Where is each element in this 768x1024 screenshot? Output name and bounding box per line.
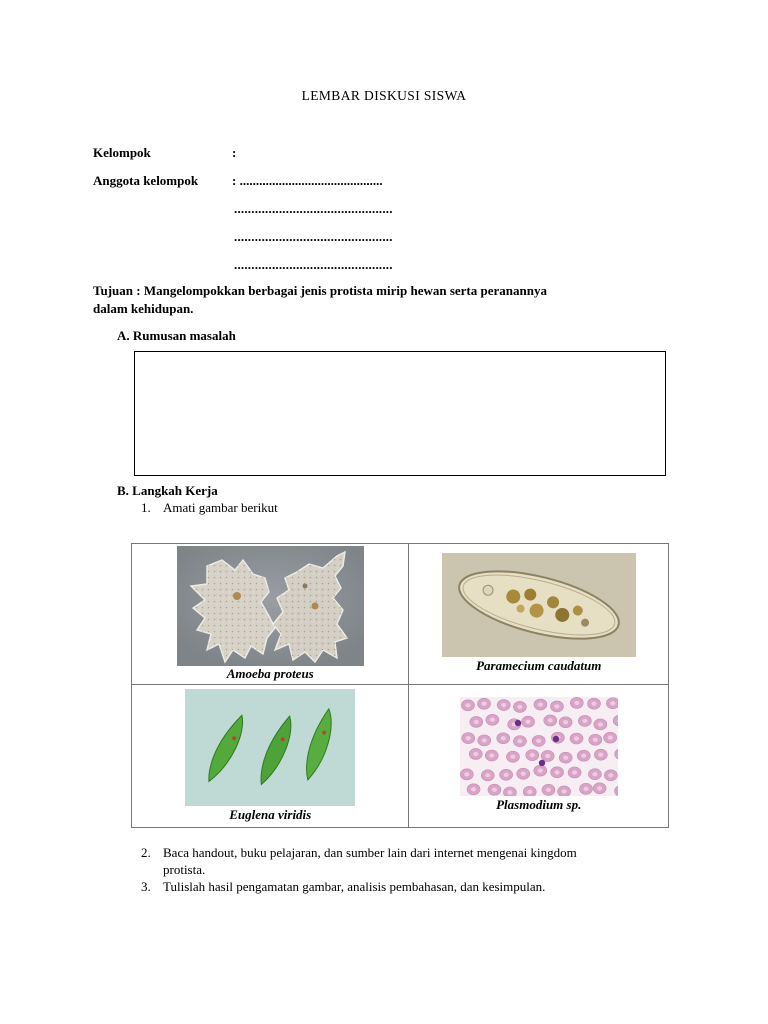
blood-cell-center [528, 790, 533, 794]
step-2-number: 2. [141, 845, 151, 860]
caption-paramecium: Paramecium caudatum [476, 658, 602, 673]
blood-cell-center [504, 773, 509, 777]
members-line-3: .............................................. [234, 229, 393, 244]
blood-cell-center [563, 720, 568, 724]
blood-cell-center [575, 701, 580, 705]
blood-cell-center [599, 752, 604, 756]
blood-cell-center [562, 789, 567, 793]
blood-cell-center [546, 754, 551, 758]
paramecium-image [442, 553, 636, 657]
blood-cell-center [502, 703, 507, 707]
goal-line-1: Tujuan : Mangelompokkan berbagai jenis protista mirip hewan serta peranannya [93, 283, 547, 298]
blood-cell-center [518, 705, 523, 709]
problem-formulation-box[interactable] [134, 351, 666, 476]
blood-cell-center [555, 704, 560, 708]
organism-image-table [131, 543, 669, 828]
blood-cell-center [583, 719, 588, 723]
section-a-heading: A. Rumusan masalah [117, 328, 236, 343]
blood-cell-center [611, 701, 616, 705]
group-label: Kelompok [93, 145, 151, 160]
blood-cell-center [555, 770, 560, 774]
blood-cell-center [518, 739, 523, 743]
members-label: Anggota kelompok [93, 173, 199, 188]
page-title: LEMBAR DISKUSI SISWA [301, 88, 467, 103]
blood-cell-center [608, 735, 613, 739]
blood-cell-center [564, 755, 569, 759]
euglena-image [185, 689, 355, 806]
blood-cell-center [508, 790, 513, 794]
goal-line-2: dalam kehidupan. [93, 301, 194, 316]
blood-cell-center [592, 701, 597, 705]
blood-cell-center [548, 718, 553, 722]
blood-cell-center [482, 702, 487, 706]
blood-cell-center [465, 772, 470, 776]
members-line-4: .............................................. [234, 257, 393, 272]
cell-amoeba [132, 544, 409, 685]
cell-paramecium [409, 544, 669, 685]
blood-cell-center [593, 772, 598, 776]
caption-amoeba: Amoeba proteus [226, 666, 314, 681]
step-1-text: Amati gambar berikut [163, 500, 278, 515]
blood-cell-center [466, 703, 471, 707]
blood-cell-center [486, 773, 491, 777]
blood-cell-center [584, 787, 589, 791]
step-2-text-cont: protista. [163, 862, 206, 877]
step-2-text: Baca handout, buku pelajaran, dan sumber lain dari internet mengenai kingdom [163, 845, 577, 860]
amoeba-image [177, 546, 364, 666]
blood-cell-center [538, 702, 543, 706]
members-line-2: .............................................. [234, 201, 393, 216]
plasmodium-image [460, 697, 618, 796]
blood-cell-center [474, 752, 479, 756]
parasite [553, 736, 559, 742]
blood-cell-center [597, 786, 602, 790]
blood-cell-center [521, 772, 526, 776]
blood-cell-center [609, 773, 614, 777]
blood-cell-center [572, 770, 577, 774]
caption-plasmodium: Plasmodium sp. [496, 797, 582, 812]
caption-euglena: Euglena viridis [229, 807, 312, 822]
blood-cell-center [537, 739, 542, 743]
blood-cell-center [593, 738, 598, 742]
blood-cell-center [482, 738, 487, 742]
step-3-text: Tulislah hasil pengamatan gambar, analisis pembahasan, dan kesimpulan. [163, 879, 546, 894]
blood-cell-center [546, 788, 551, 792]
blood-cell-center [582, 753, 587, 757]
blood-cell-center [492, 788, 497, 792]
step-3-number: 3. [141, 879, 151, 894]
cell-plasmodium [409, 685, 669, 828]
blood-cell-center [471, 787, 476, 791]
step-1-number: 1. [141, 500, 151, 515]
blood-cell-center [538, 768, 543, 772]
blood-cell-center [574, 736, 579, 740]
blood-cell-center [526, 720, 531, 724]
group-colon: : [232, 145, 237, 160]
blood-cell-center [490, 718, 495, 722]
parasite [539, 760, 545, 766]
section-b-heading: B. Langkah Kerja [117, 483, 218, 498]
blood-cell-center [490, 753, 495, 757]
blood-cell-center [501, 736, 506, 740]
parasite [515, 720, 521, 726]
blood-cell-center [474, 720, 479, 724]
blood-cell-center [511, 755, 516, 759]
blood-cell-center [466, 736, 471, 740]
members-line-1: : ............................................ [232, 173, 383, 188]
blood-cell-center [598, 722, 603, 726]
blood-cell-center [530, 753, 535, 757]
cell-euglena [132, 685, 409, 828]
